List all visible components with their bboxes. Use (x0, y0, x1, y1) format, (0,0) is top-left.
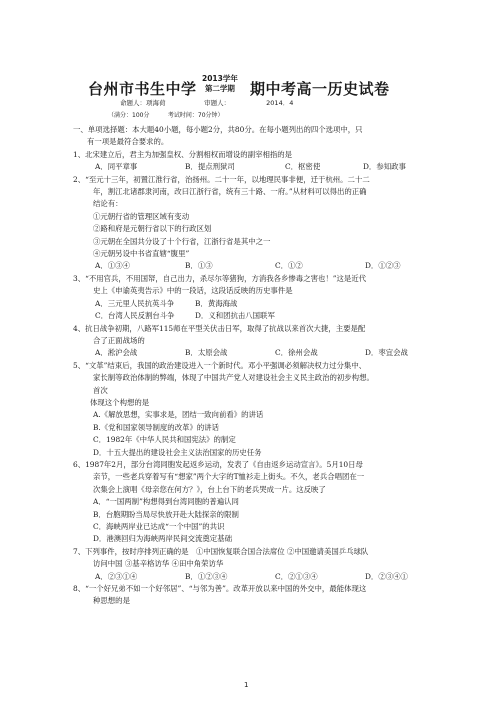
title-year-top: 2013学年 (202, 74, 238, 83)
author: 命题人：项海荷 (120, 99, 166, 107)
question-7-line: 访问中国 ③基辛格访华 ④田中角荣访华 (93, 559, 224, 569)
question-2-options (73, 260, 425, 272)
option-d: D．②③④① (365, 571, 408, 581)
question-5-choice: C．1982年《中华人民共和国宪法》的制定 (93, 435, 236, 445)
question-1: 1、北宋建立后，君主为加强皇权、分割相权而增设的副宰相指的是 (73, 149, 293, 159)
question-3-options (73, 310, 425, 322)
question-4-line: 合了正面战场的 (93, 335, 145, 345)
option-d: D．枣宜会战 (365, 348, 408, 358)
question-3-line: 史上《申谕英夷告示》中的一段话，这段话反映的历史事件是 (93, 286, 293, 296)
question-2-item: ①元朝行省的管理区域有变动 (93, 211, 190, 221)
question-7: 7、下列事件，按时序排列正确的是 ①中国恢复联合国合法席位 ②中国邀请美国乒乓球队 (73, 546, 369, 556)
exam-body (73, 124, 425, 608)
option-a: A．②③①④ (95, 571, 138, 581)
question-2: 2、“至元十三年，初置江淮行省，治扬州。二十一年，以地理民事非便，迁于杭州。二十二 (73, 174, 370, 184)
option-a: A．①③④ (95, 261, 130, 271)
title-school: 台州市书生中学 (88, 80, 197, 98)
question-6-line: 亲节，一些老兵穿着写有“想家”两个大字的T恤衫走上街头。不久，老兵合唱团在一 (93, 472, 365, 482)
section-heading-cont: 有一项是最符合要求的。 (87, 137, 169, 147)
question-2-item: ④元朝另设中书省直辖“腹里” (93, 249, 190, 259)
option-a: A．三元里人民抗英斗争 (95, 298, 175, 308)
question-2-line: 年，割江北诸郡隶河南，改曰江浙行省，统有三十路、一府。”从材料可以得出的正确 (93, 187, 367, 197)
reviewer: 审题人： (204, 99, 231, 107)
option-d: D．①②③ (365, 261, 401, 271)
question-6: 6、1987年2月，部分台湾同胞发起返乡运动，发表了《自由返乡运动宣言》。5月10日母 (73, 459, 363, 469)
option-a: A．淞沪会战 (95, 348, 138, 358)
question-6-choice: A．“一国两制”构想得到台湾同胞的普遍认同 (93, 497, 239, 507)
question-4-options (73, 347, 425, 359)
question-2-item: ②路和府是元朝行省以下的行政区划 (93, 224, 212, 234)
question-5-line: 首次 (93, 385, 108, 395)
question-5-choice: A.《解放思想，实事求是，团结一致向前看》的讲话 (93, 410, 264, 420)
question-2-item: ③元朝在全国共分设了十个行省，江浙行省是其中之一 (93, 236, 271, 246)
option-c: C．徐州会战 (275, 348, 318, 358)
section-heading: 一、单项选择题：本大题40小题，每小题2分，共80分。在每小题列出的四个选项中，只 (73, 125, 363, 134)
option-b: B．①②③④ (185, 571, 228, 581)
question-3: 3、“不用官兵，不用国帑，自己出力，杀尽尔等猪狗，方消我各乡惨毒之害也！”这是近代 (73, 273, 367, 283)
full-score: （满分：100分 (108, 112, 150, 119)
question-5-line: 家长制等政治体制的弊端，体现了中国共产党人对建设社会主义民主政治的初步构想。 (93, 373, 374, 383)
question-6-choice: D．港澳回归为海峡两岸民间交流奠定基础 (93, 534, 232, 544)
question-5-choice: D．十五大提出的建设社会主义法治国家的历史任务 (93, 447, 262, 457)
title-year-bottom: 第二学期 (204, 84, 235, 93)
option-b: B．提点刑狱司 (185, 162, 235, 172)
option-c: C．枢密使 (285, 162, 321, 172)
question-6-line: 次集会上演唱《母亲您在何方？》，台上台下的老兵哭成一片。这反映了 (93, 484, 326, 494)
page-number: 1 (244, 681, 249, 689)
question-2-line: 结论有： (93, 199, 123, 209)
question-8-line: 种思想的是 (93, 596, 130, 606)
option-b: B．黄海海战 (195, 298, 238, 308)
option-a: A．同平章事 (95, 162, 138, 172)
question-5-choice: B.《党和国家领导制度的改革》的讲话 (93, 422, 220, 432)
question-7-options (73, 571, 425, 583)
option-b: B．太原会战 (185, 348, 228, 358)
question-4: 4、抗日战争初期，八路军115师在平型关伏击日军，取得了抗战以来首次大捷，主要是配 (73, 323, 366, 333)
score-line (108, 110, 224, 119)
question-6-choice: B．台胞期盼当局尽快放开赴大陆探亲的限制 (93, 509, 239, 519)
option-c: C．①② (275, 261, 303, 271)
option-d: D．参知政事 (363, 162, 406, 172)
option-c: C．台湾人民反割台斗争 (95, 311, 175, 321)
option-d: D．义和团抗击八国联军 (195, 311, 275, 321)
question-6-choice: C．海峡两岸业已达成“一个中国”的共识 (93, 522, 225, 531)
option-b: B．①③ (185, 261, 213, 271)
question-3-options (73, 298, 425, 310)
question-8: 8、“一个好兄弟不如一个好邻居”、“与邻为善”。改革开放以来中国的外交中，最能体现这 (73, 584, 367, 594)
question-5: 5、“文革”结束后，我国的政治建设进入一个新时代。邓小平强调必须解决权力过分集中、 (73, 360, 367, 370)
question-5-line: 体现这个构想的是 (90, 397, 150, 407)
exam-meta (120, 98, 293, 107)
exam-time: 考试时间：70分钟） (167, 112, 224, 119)
question-1-options (73, 161, 425, 173)
exam-date: 2014．4 (266, 99, 294, 107)
exam-title (88, 72, 448, 100)
option-c: C．②①③④ (275, 571, 318, 581)
title-term (202, 74, 238, 94)
title-exam: 期中考高一历史试卷 (250, 80, 390, 98)
